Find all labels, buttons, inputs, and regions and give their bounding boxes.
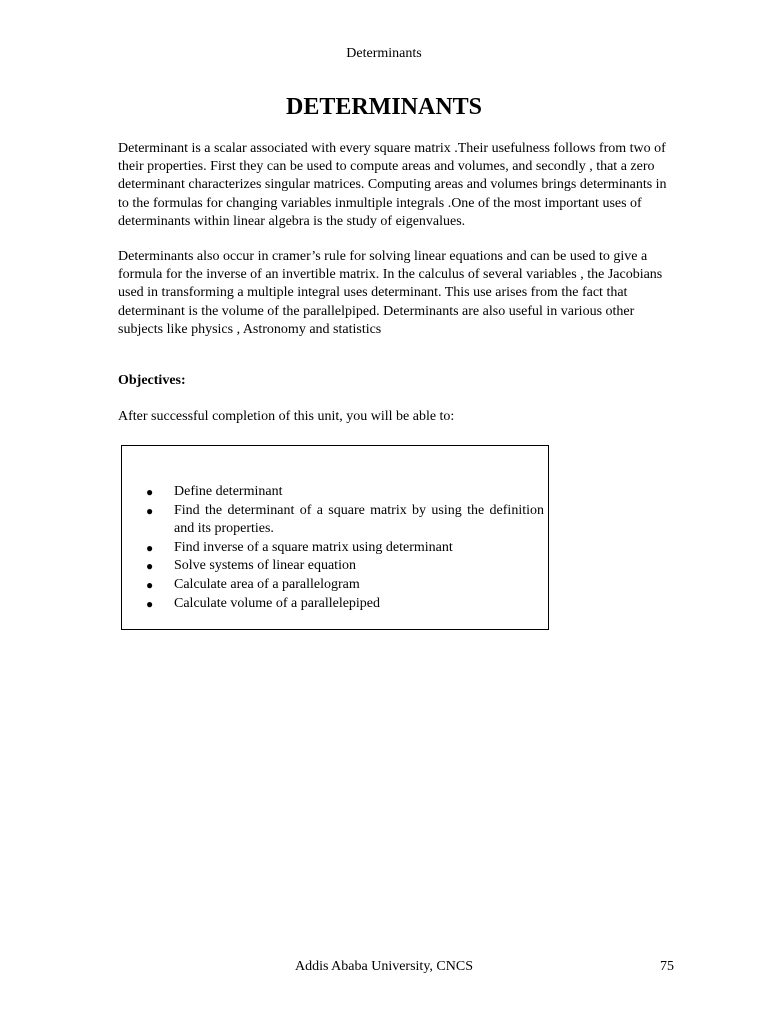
objective-text: Calculate volume of a parallelepiped <box>174 595 381 611</box>
objective-text: Find the determinant of a square matrix by using the definition and its properties. <box>174 502 544 537</box>
list-item <box>146 483 544 502</box>
list-item <box>146 595 544 614</box>
bullet-icon: ● <box>146 596 154 611</box>
footer-institution: Addis Ababa University, CNCS <box>295 959 473 974</box>
list-item <box>146 502 544 539</box>
list-item <box>146 576 544 595</box>
objectives-list <box>146 483 544 613</box>
intro-paragraph: Determinant is a scalar associated with every square matrix .Their usefulness follows from two of their properties. First they can be used to compute areas and volumes, and secondly , that a zero determinant characterizes singular matrices. Computing areas and volumes brings determinants in to the formulas for changing variables inmultiple integrals .One of the most important uses of determinants within linear algebra is the study of eigenvalues. <box>118 141 667 229</box>
bullet-icon: ● <box>146 503 154 518</box>
bullet-icon: ● <box>146 485 154 499</box>
objectives-heading: Objectives: <box>118 373 186 388</box>
applications-paragraph: Determinants also occur in cramer’s rule for solving linear equations and can be used to give a formula for the inverse of an invertible matrix. In the calculus of several variables , the Jacobians used in transforming a multiple integral uses determinant. This use arises from the fact that determinant is the volume of the parallelpiped. Determinants are also useful in various other subjects like physics , Astronomy and statistics <box>118 249 663 337</box>
bullet-icon: ● <box>146 559 154 574</box>
page-title: DETERMINANTS <box>285 94 483 120</box>
objective-text: Find inverse of a square matrix using determinant <box>174 539 453 555</box>
bullet-icon: ● <box>146 577 154 592</box>
page-number: 75 <box>660 959 674 974</box>
objectives-intro: After successful completion of this unit, you will be able to: <box>118 409 455 424</box>
running-header: Determinants <box>346 46 422 61</box>
objective-text: Calculate area of a parallelogram <box>174 576 360 592</box>
list-item <box>146 539 544 558</box>
list-item <box>146 557 544 576</box>
bullet-icon: ● <box>146 540 154 555</box>
objectives-box <box>121 445 549 630</box>
objective-text: Solve systems of linear equation <box>174 558 356 574</box>
objective-text: Define determinant <box>174 484 283 499</box>
